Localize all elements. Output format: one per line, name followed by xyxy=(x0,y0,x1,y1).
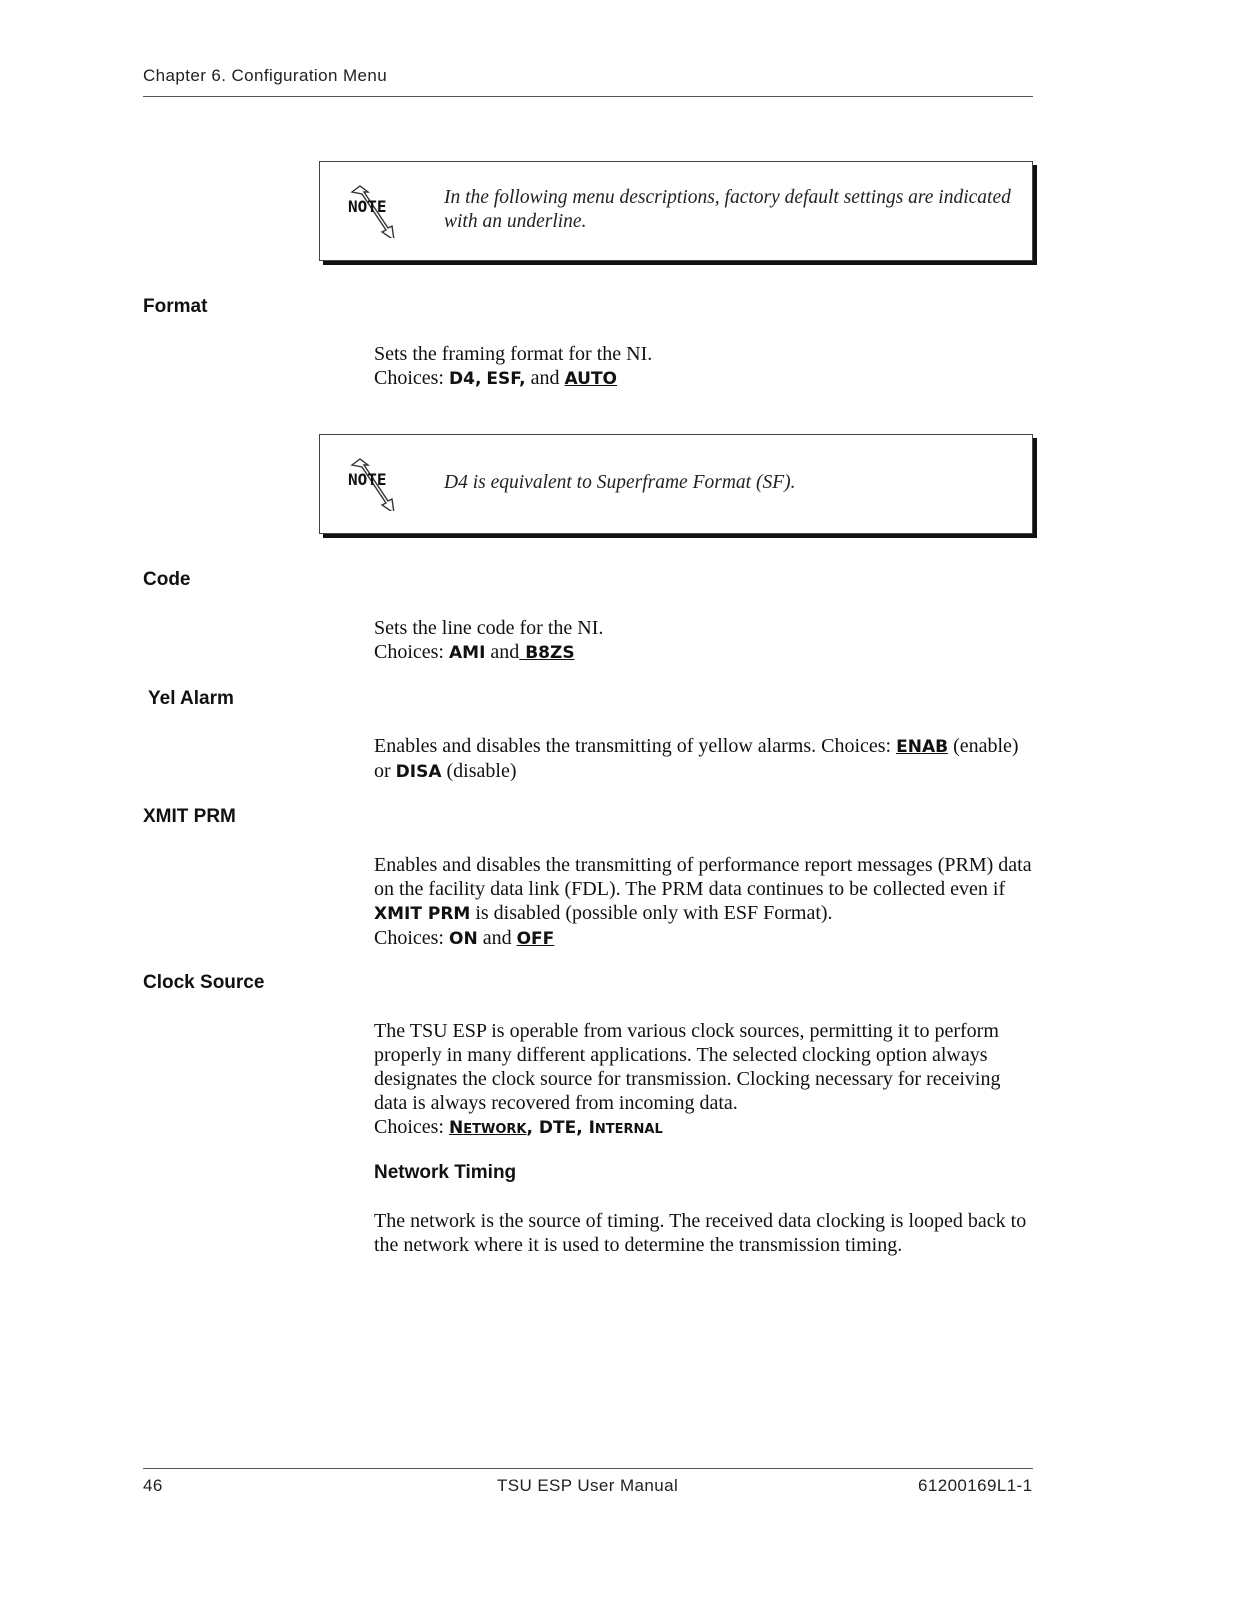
section-heading-clock-source: Clock Source xyxy=(143,972,265,993)
xmit-prm-description: Enables and disables the transmitting of performance report messages (PRM) data on the facility data link (FDL). The PRM data continues to be collected even if XMIT PRM is disabled (possible only with ESF Format). Choices: ON and OFF xyxy=(374,853,1036,951)
note-icon xyxy=(344,455,400,511)
choice-esf: ESF, xyxy=(486,369,526,389)
chapter-title: Chapter 6. Configuration Menu xyxy=(143,66,388,85)
choice-network-default: NETWORK xyxy=(449,1118,527,1138)
choice-on: ON xyxy=(449,929,478,949)
code-description xyxy=(374,616,1036,665)
xmit-prm-choices: Choices: ON and OFF xyxy=(374,927,555,949)
doc-number: 61200169L1-1 xyxy=(918,1476,1033,1495)
note-text-d4: D4 is equivalent to Superframe Format (SF). xyxy=(444,472,796,493)
choice-dte: DTE xyxy=(538,1118,577,1138)
note-text-defaults: In the following menu descriptions, factory default settings are indicated with an underline. xyxy=(444,187,1011,232)
choice-d4: D4, xyxy=(449,369,482,389)
choice-disa: DISA xyxy=(395,762,442,782)
clock-source-description-text: The TSU ESP is operable from various clock sources, permitting it to perform properly in many different applications. The selected clocking option always designates the clock source for transmission. Clocking necessary for receiving data is always recovered from incoming data. xyxy=(374,1020,1001,1114)
choice-internal: INTERNAL xyxy=(588,1118,663,1138)
clock-source-description xyxy=(374,1019,1036,1142)
format-description-text: Sets the framing format for the NI. xyxy=(374,343,653,365)
choice-b8zs-default: B8ZS xyxy=(519,643,575,663)
footer-rule xyxy=(143,1468,1033,1469)
format-choices: Choices: D4, ESF, and AUTO xyxy=(374,367,617,389)
choice-ami: AMI xyxy=(449,643,486,663)
subheading-network-timing: Network Timing xyxy=(374,1162,517,1183)
xmit-prm-inline: XMIT PRM xyxy=(374,904,471,924)
section-heading-code: Code xyxy=(143,569,191,590)
choice-enab-default: ENAB xyxy=(896,737,949,757)
svg-text:NOTE: NOTE xyxy=(348,470,387,489)
choice-off-default: OFF xyxy=(516,929,555,949)
section-heading-format: Format xyxy=(143,296,208,317)
svg-text:NOTE: NOTE xyxy=(348,197,387,216)
code-choices: Choices: AMI and B8ZS xyxy=(374,641,575,663)
network-timing-description: The network is the source of timing. The received data clocking is looped back to the network where it is used to determine the transmission timing. xyxy=(374,1210,1027,1256)
manual-title: TSU ESP User Manual xyxy=(497,1476,679,1495)
section-heading-xmit-prm: XMIT PRM xyxy=(143,806,236,827)
clock-source-choices: Choices: NETWORK, DTE, INTERNAL xyxy=(374,1116,663,1138)
page-number: 46 xyxy=(143,1476,163,1495)
header-rule xyxy=(143,96,1033,97)
note-box-defaults xyxy=(319,161,1033,261)
format-description xyxy=(374,342,1036,391)
code-description-text: Sets the line code for the NI. xyxy=(374,617,604,639)
note-box-d4 xyxy=(319,434,1033,534)
section-heading-yel-alarm: Yel Alarm xyxy=(148,688,234,709)
choice-auto-default: AUTO xyxy=(564,369,617,389)
yel-alarm-description: Enables and disables the transmitting of yellow alarms. Choices: ENAB (enable) or DISA (disable) xyxy=(374,735,1019,782)
note-icon xyxy=(344,182,400,238)
